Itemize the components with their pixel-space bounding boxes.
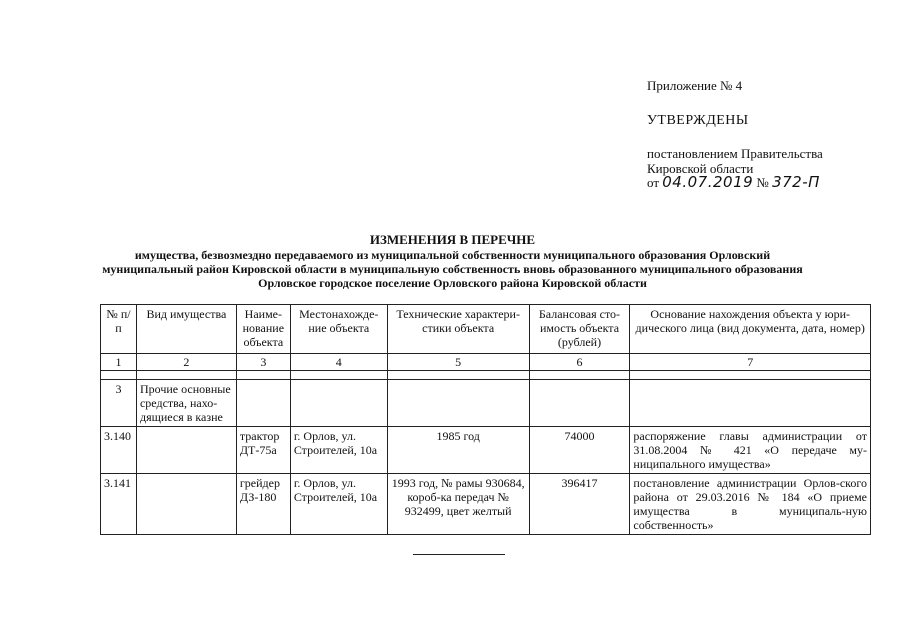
header-cell-specs: Технические характери-стики объекта <box>387 305 529 354</box>
handwritten-number: 372-П <box>772 173 820 191</box>
document-subtitle-line-2: муниципальный район Кировской области в муниципальную собственность вновь образованного муниципального образования <box>102 262 803 276</box>
row-num: 3.140 <box>101 427 137 474</box>
column-number: 6 <box>529 354 630 371</box>
column-number: 7 <box>630 354 871 371</box>
column-number: 1 <box>101 354 137 371</box>
header-cell-basis: Основание нахождения объекта у юри-дического лица (вид документа, дата, номер) <box>630 305 871 354</box>
category-type: Прочие основные средства, нахо-дящиеся в казне <box>136 380 236 427</box>
number-prefix: № <box>756 175 769 190</box>
document-subtitle-line-1: имущества, безвозмездно передаваемого из муниципальной собственности муниципального образования Орловский <box>134 248 771 262</box>
decree-date-line <box>647 174 820 191</box>
table-gap-row <box>101 371 871 380</box>
row-basis: распоряжение главы администрации от 31.08.2004 № 421 «О передаче му-ниципального имущества» <box>630 427 871 474</box>
document-subtitle-line-3: Орловское городское поселение Орловского района Кировской области <box>258 276 647 290</box>
approved-label: УТВЕРЖДЕНЫ <box>647 113 749 128</box>
row-name: трактор ДТ-75а <box>236 427 290 474</box>
decree-line-2: Кировской области <box>647 161 754 176</box>
header-cell-num: № п/п <box>101 305 137 354</box>
row-specs: 1985 год <box>387 427 529 474</box>
row-location: г. Орлов, ул. Строителей, 10а <box>290 474 387 535</box>
table-header-row <box>101 305 871 354</box>
column-number: 4 <box>290 354 387 371</box>
date-prefix: от <box>647 175 660 190</box>
footer-divider <box>413 554 505 555</box>
row-name: грейдер ДЗ-180 <box>236 474 290 535</box>
category-num: 3 <box>101 380 137 427</box>
row-basis: постановление администрации Орлов-ского района от 29.03.2016 № 184 «О приеме имущества в муниципаль-ную собственность» <box>630 474 871 535</box>
row-type <box>136 474 236 535</box>
column-number-row <box>101 354 871 371</box>
row-value: 74000 <box>529 427 630 474</box>
handwritten-date: 04.07.2019 <box>662 173 754 191</box>
row-num: 3.141 <box>101 474 137 535</box>
header-cell-value: Балансовая сто-имость объекта (рублей) <box>529 305 630 354</box>
table-row <box>101 427 871 474</box>
row-specs: 1993 год, № рамы 930684, короб-ка передач № 932499, цвет желтый <box>387 474 529 535</box>
table-row <box>101 474 871 535</box>
row-type <box>136 427 236 474</box>
header-cell-type: Вид имущества <box>136 305 236 354</box>
column-number: 5 <box>387 354 529 371</box>
row-value: 396417 <box>529 474 630 535</box>
header-cell-name: Наиме-нование объекта <box>236 305 290 354</box>
property-table <box>100 304 871 535</box>
column-number: 2 <box>136 354 236 371</box>
row-location: г. Орлов, ул. Строителей, 10а <box>290 427 387 474</box>
table-row-category <box>101 380 871 427</box>
header-cell-location: Местонахожде-ние объекта <box>290 305 387 354</box>
column-number: 3 <box>236 354 290 371</box>
decree-line-1: постановлением Правительства <box>647 146 823 161</box>
document-heading: ИЗМЕНЕНИЯ В ПЕРЕЧНЕ <box>369 232 536 247</box>
appendix-label: Приложение № 4 <box>647 78 743 93</box>
